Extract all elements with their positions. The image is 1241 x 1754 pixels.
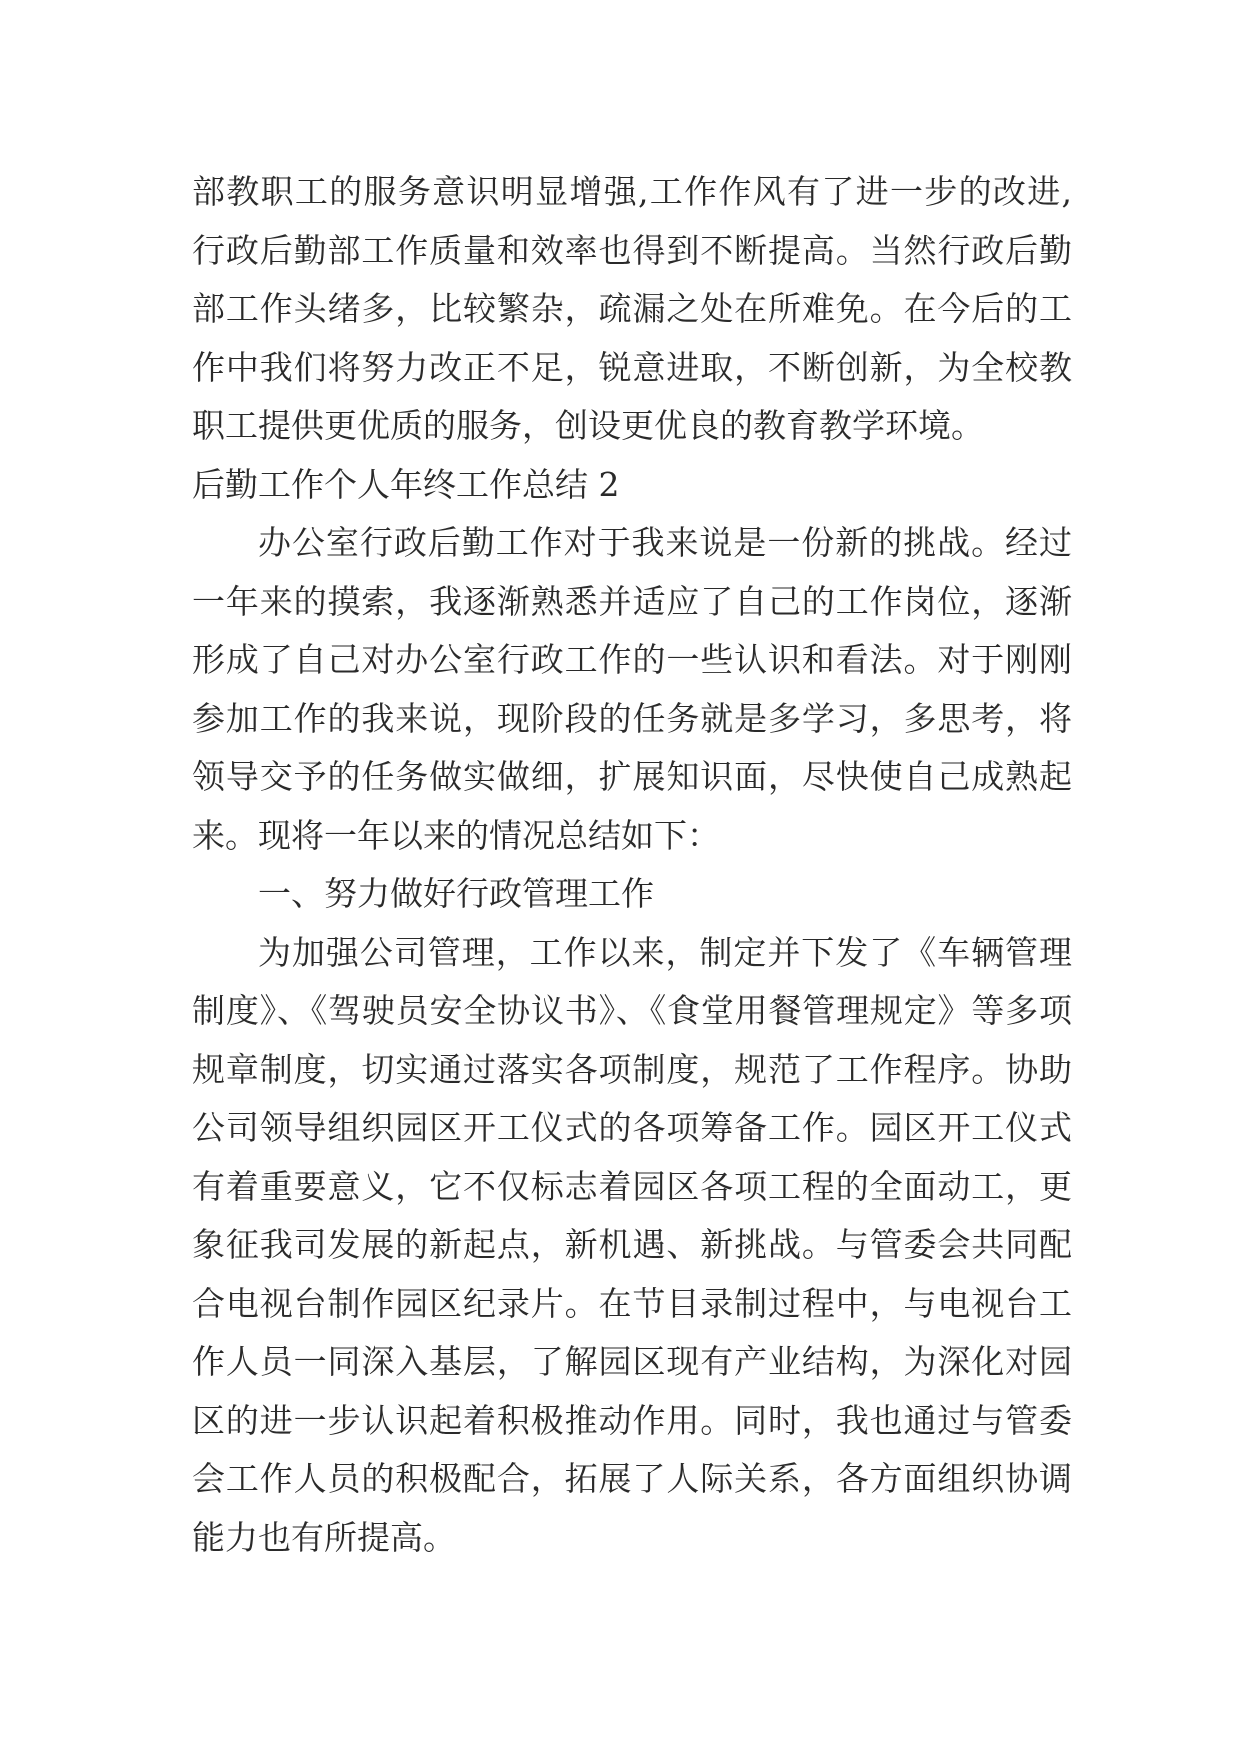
text-line: 作人员一同深入基层，了解园区现有产业结构，为深化对园: [192, 1342, 1072, 1381]
text-line: 行政后勤部工作质量和效率也得到不断提高。当然行政后勤: [192, 230, 1072, 270]
subsection-heading: 一、努力做好行政管理工作: [258, 874, 654, 913]
text-line: 领导交予的任务做实做细，扩展知识面，尽快使自己成熟起: [192, 757, 1072, 796]
text-line: 职工提供更优质的服务，创设更优良的教育教学环境。: [192, 406, 984, 445]
text-line: 部教职工的服务意识明显增强,工作作风有了进一步的改进,: [192, 172, 1072, 211]
text-line: 会工作人员的积极配合，拓展了人际关系，各方面组织协调: [192, 1459, 1072, 1498]
text-line: 区的进一步认识起着积极推动作用。同时，我也通过与管委: [192, 1400, 1072, 1440]
text-line: 制度》、《驾驶员安全协议书》、《食堂用餐管理规定》等多项: [192, 991, 1072, 1030]
text-line: 合电视台制作园区纪录片。在节目录制过程中，与电视台工: [192, 1283, 1072, 1323]
text-line: 象征我司发展的新起点，新机遇、新挑战。与管委会共同配: [192, 1225, 1072, 1264]
text-line: 有着重要意义，它不仅标志着园区各项工程的全面动工，更: [192, 1166, 1072, 1206]
text-line: 一年来的摸索，我逐渐熟悉并适应了自己的工作岗位，逐渐: [192, 581, 1072, 621]
text-line: 参加工作的我来说，现阶段的任务就是多学习，多思考，将: [192, 698, 1072, 738]
text-line: 形成了自己对办公室行政工作的一些认识和看法。对于刚刚: [192, 640, 1072, 679]
text-line: 能力也有所提高。: [192, 1517, 456, 1557]
text-line: 为加强公司管理，工作以来，制定并下发了《车辆管理: [258, 932, 1072, 972]
document-body: [192, 163, 1072, 1567]
text-line: 公司领导组织园区开工仪式的各项筹备工作。园区开工仪式: [192, 1108, 1072, 1147]
text-line: 规章制度，切实通过落实各项制度，规范了工作程序。协助: [192, 1049, 1072, 1089]
text-line: 办公室行政后勤工作对于我来说是一份新的挑战。经过: [258, 523, 1072, 562]
text-line: 来。现将一年以来的情况总结如下：: [192, 815, 720, 855]
text-line: 部工作头绪多，比较繁杂，疏漏之处在所难免。在今后的工: [192, 289, 1072, 328]
text-line: 作中我们将努力改正不足，锐意进取，不断创新，为全校教: [192, 347, 1072, 387]
section-heading: 后勤工作个人年终工作总结 2: [192, 464, 620, 504]
